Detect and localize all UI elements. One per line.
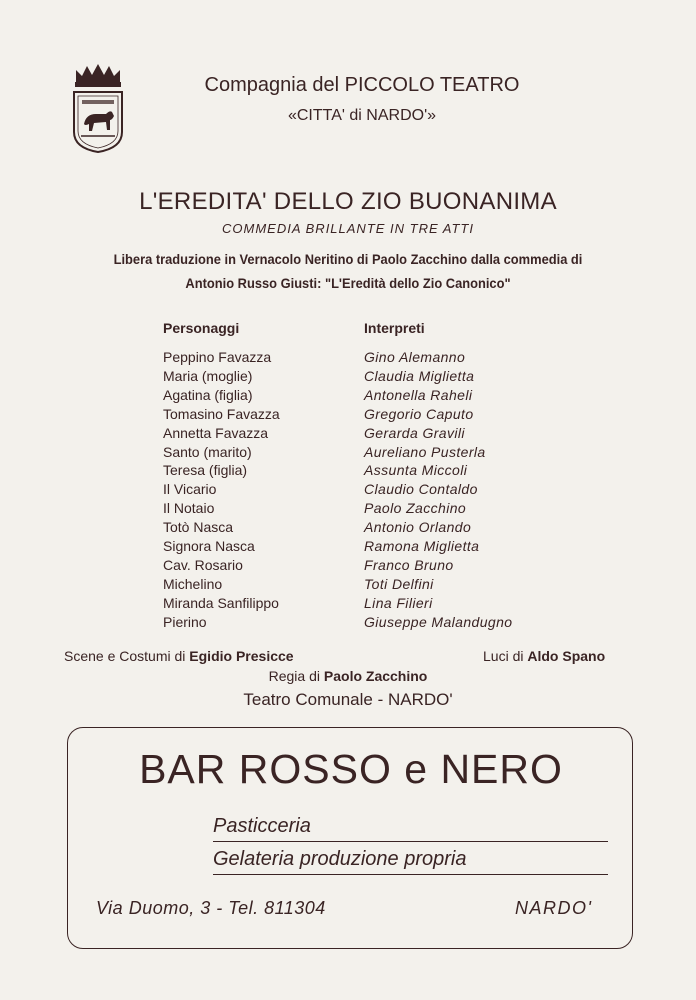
character-name: Cav. Rosario	[163, 556, 243, 573]
actor-name: Gregorio Caputo	[364, 405, 474, 422]
advert-city: NARDO'	[515, 898, 593, 918]
actor-name: Gino Alemanno	[364, 349, 466, 365]
sets-credit-name: Egidio Presicce	[189, 648, 294, 664]
characters-list	[163, 348, 280, 632]
actor-name: Antonella Raheli	[364, 386, 473, 403]
actor-name: Toti Delfini	[364, 575, 434, 592]
company-city: «CITTA' di NARDO'»	[287, 107, 437, 124]
character-name: Signora Nasca	[163, 538, 255, 555]
company-name: Compagnia del PICCOLO TEATRO	[204, 74, 520, 96]
actor-name: Aureliano Pusterla	[364, 443, 486, 460]
character-name: Peppino Favazza	[163, 349, 272, 365]
advert-address: Via Duomo, 3 - Tel. 811304	[96, 898, 326, 918]
characters-heading: Personaggi	[163, 320, 240, 336]
character-name: Annetta Favazza	[163, 424, 269, 441]
character-name: Il Vicario	[163, 481, 217, 498]
advert-rule	[213, 841, 608, 842]
advert-line-gelato: Gelateria produzione propria	[213, 848, 467, 870]
lights-credit-name: Aldo Spano	[527, 648, 606, 664]
actors-heading: Interpreti	[364, 320, 425, 336]
play-subtitle: COMMEDIA BRILLANTE IN TRE ATTI	[222, 221, 474, 236]
character-name: Santo (marito)	[163, 443, 252, 460]
venue: Teatro Comunale - NARDO'	[243, 690, 453, 709]
actor-name: Claudio Contaldo	[364, 481, 478, 498]
direction-credit-name: Paolo Zacchino	[323, 668, 428, 684]
lights-credit-label: Luci di	[483, 648, 524, 664]
character-name: Maria (moglie)	[163, 367, 253, 384]
actor-name: Ramona Miglietta	[364, 538, 480, 555]
translation-note-line2: Antonio Russo Giusti: "L'Eredità dello Zio Canonico"	[185, 275, 511, 291]
character-name: Michelino	[163, 575, 223, 592]
actor-name: Franco Bruno	[364, 556, 454, 573]
advert-rule	[213, 874, 608, 875]
actor-name: Paolo Zacchino	[364, 500, 467, 517]
actor-name: Antonio Orlando	[364, 519, 472, 536]
play-title: L'EREDITA' DELLO ZIO BUONANIMA	[139, 188, 557, 215]
actor-name: Claudia Miglietta	[364, 367, 475, 384]
character-name: Pierino	[163, 613, 207, 630]
sets-credit	[64, 648, 294, 664]
character-name: Miranda Sanfilippo	[163, 594, 279, 611]
advert-business-name: BAR ROSSO e NERO	[139, 746, 563, 792]
advertisement-box	[67, 727, 633, 949]
direction-credit	[0, 668, 696, 684]
character-name: Tomasino Favazza	[163, 405, 280, 422]
character-name: Teresa (figlia)	[163, 462, 248, 479]
actors-list	[364, 348, 512, 632]
actor-name: Lina Filieri	[364, 594, 433, 611]
direction-credit-label: Regia di	[268, 668, 320, 684]
advert-line-pastry: Pasticceria	[213, 815, 311, 837]
character-name: Agatina (figlia)	[163, 386, 253, 403]
translation-note-line1: Libera traduzione in Vernacolo Neritino di Paolo Zacchino dalla commedia di	[113, 251, 583, 267]
sets-credit-label: Scene e Costumi di	[64, 648, 186, 664]
actor-name: Giuseppe Malandugno	[364, 613, 513, 630]
character-name: Totò Nasca	[163, 519, 234, 536]
lights-credit	[483, 648, 605, 664]
character-name: Il Notaio	[163, 500, 215, 517]
actor-name: Assunta Miccoli	[364, 462, 468, 479]
actor-name: Gerarda Gravili	[364, 424, 465, 441]
